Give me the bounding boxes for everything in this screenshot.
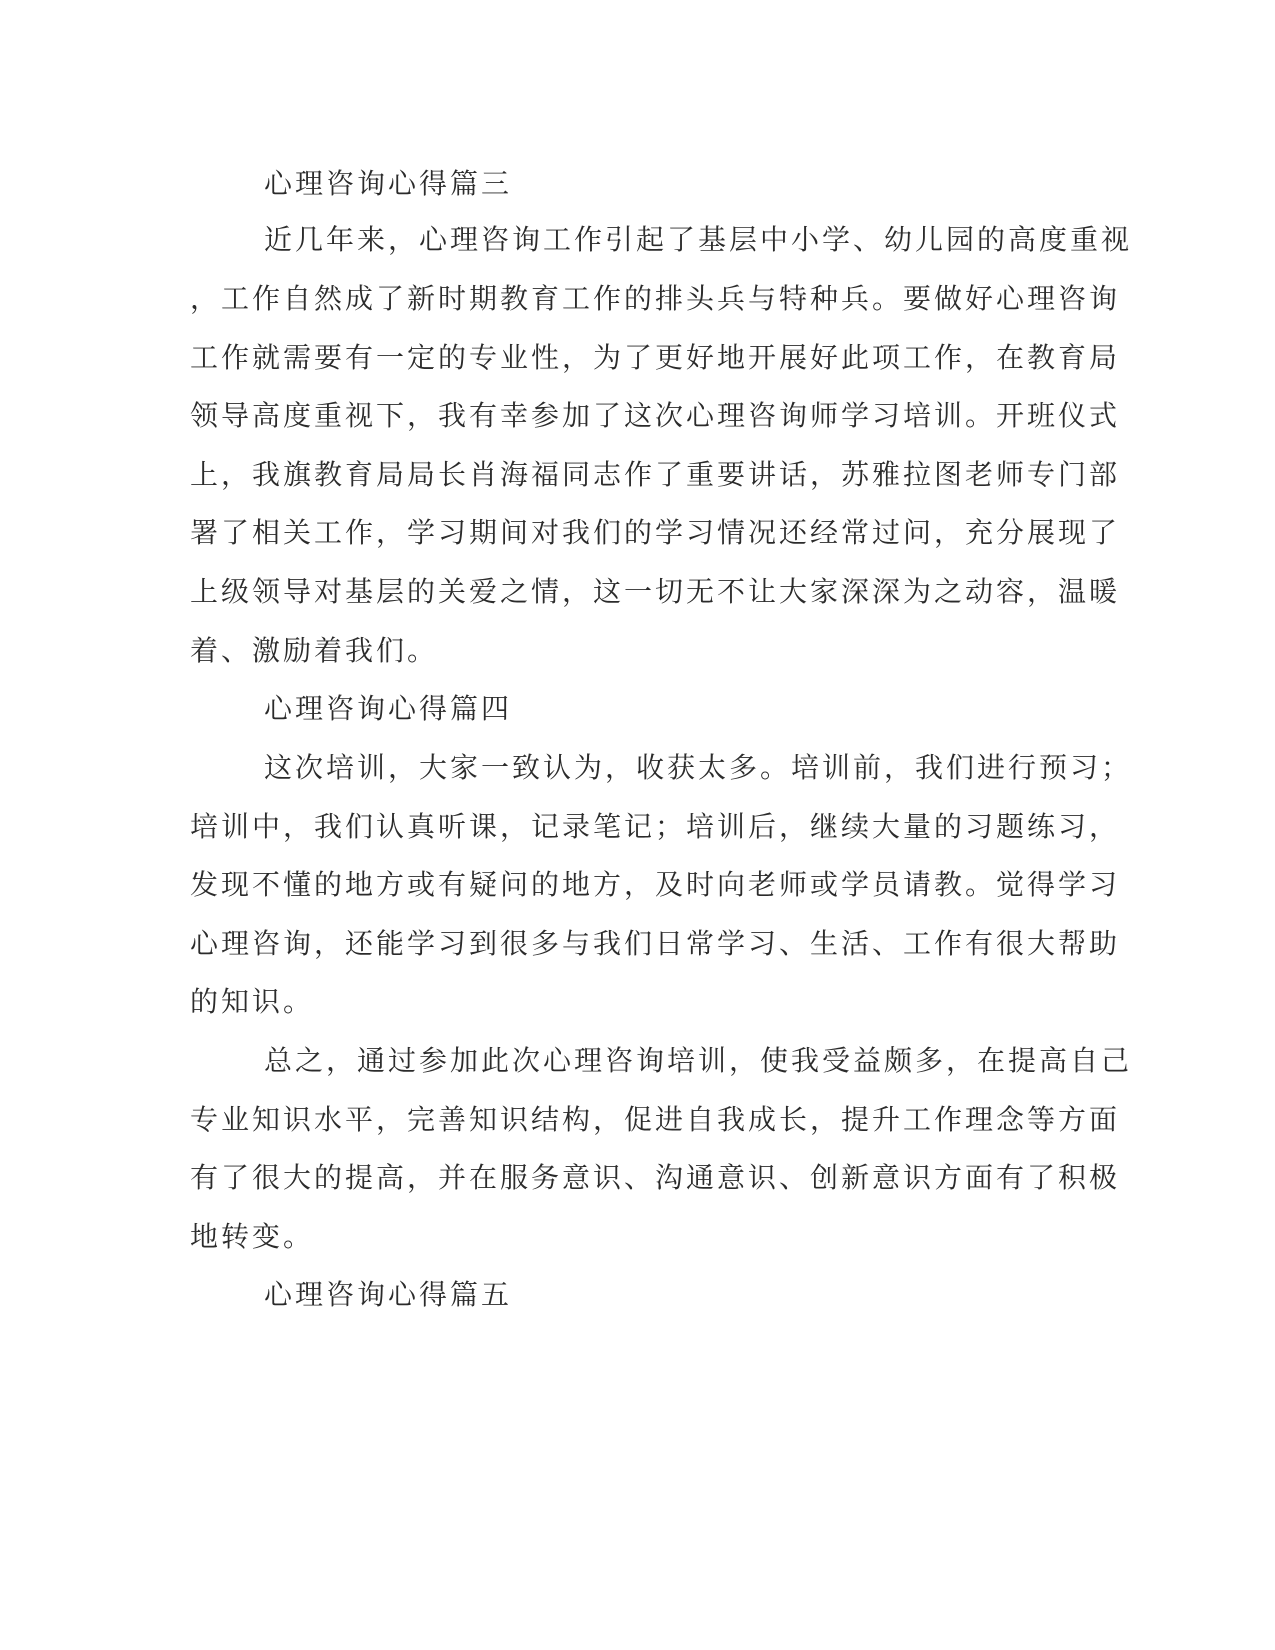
paragraph-line: 的知识。	[190, 985, 315, 1018]
paragraph-line: 培训中，我们认真听课，记录笔记；培训后，继续大量的习题练习，	[190, 810, 1121, 843]
paragraph-line: 发现不懂的地方或有疑问的地方，及时向老师或学员请教。觉得学习	[190, 868, 1121, 901]
paragraph-line: 着、激励着我们。	[190, 634, 439, 667]
paragraph-line: 地转变。	[190, 1220, 315, 1253]
paragraph-line: 工作就需要有一定的专业性，为了更好地开展好此项工作，在教育局	[190, 341, 1121, 374]
paragraph-line: 署了相关工作，学习期间对我们的学习情况还经常过问，充分展现了	[190, 516, 1121, 549]
paragraph-line: 这次培训，大家一致认为，收获太多。培训前，我们进行预习；	[264, 751, 1133, 784]
paragraph-line: 有了很大的提高，并在服务意识、沟通意识、创新意识方面有了积极	[190, 1161, 1121, 1194]
paragraph-line: 上，我旗教育局局长肖海福同志作了重要讲话，苏雅拉图老师专门部	[190, 458, 1121, 491]
paragraph-line: 专业知识水平，完善知识结构，促进自我成长，提升工作理念等方面	[190, 1103, 1121, 1136]
section-heading: 心理咨询心得篇四	[264, 692, 513, 725]
paragraph-line: 总之，通过参加此次心理咨询培训，使我受益颇多，在提高自己	[264, 1044, 1133, 1077]
paragraph-line: ，工作自然成了新时期教育工作的排头兵与特种兵。要做好心理咨询	[190, 282, 1121, 315]
paragraph-line: 上级领导对基层的关爱之情，这一切无不让大家深深为之动容，温暖	[190, 575, 1121, 608]
section-heading: 心理咨询心得篇五	[264, 1278, 513, 1311]
paragraph-line: 近几年来，心理咨询工作引起了基层中小学、幼儿园的高度重视	[264, 223, 1133, 256]
paragraph-line: 心理咨询，还能学习到很多与我们日常学习、生活、工作有很大帮助	[190, 927, 1121, 960]
paragraph-line: 领导高度重视下，我有幸参加了这次心理咨询师学习培训。开班仪式	[190, 399, 1121, 432]
section-heading: 心理咨询心得篇三	[264, 167, 513, 200]
